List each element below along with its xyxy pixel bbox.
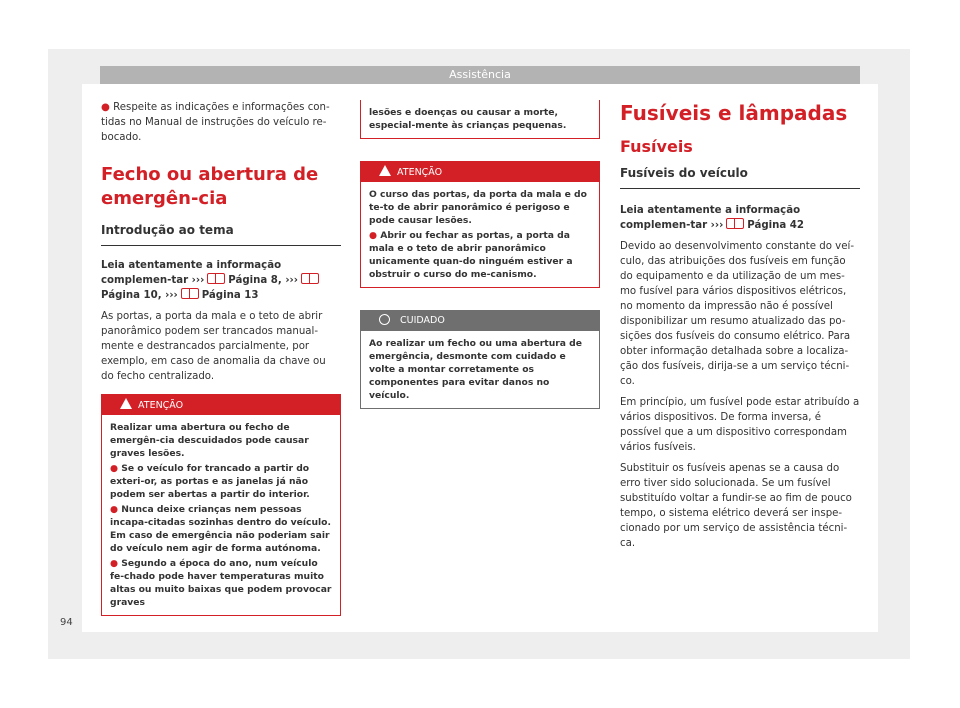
paragraph: Substituir os fusíveis apenas se a causa do erro tiver sido solucionada. Se um fusível substituído voltar a fundir-se ao fim de pouco tempo, o sistema elétrico deverá ser inspe-cionado por um serviço de assistência técni-ca.: [620, 463, 852, 549]
warning-box-continued: lesões e doenças ou causar a morte, especial-mente às crianças pequenas.: [360, 100, 600, 139]
warning-box: [360, 161, 600, 288]
book-icon[interactable]: [181, 288, 199, 299]
warning-icon: [379, 165, 391, 176]
body-text: As portas, a porta da mala e o teto de abrir panorâmico podem ser trancados manual-mente e destrancados parcialmente, por exemplo, em caso de anomalia da chave ou do fecho centralizado.: [101, 311, 326, 382]
warning-header: ATENÇÃO: [361, 162, 599, 182]
chevron-ref-icon: ›››: [191, 275, 205, 286]
caution-box: [360, 310, 600, 409]
warning-box: [101, 394, 341, 616]
bullet-icon: ●: [101, 102, 110, 113]
paragraph: Devido ao desenvolvimento constante do veí-culo, das atribuições dos fusíveis em função do equipamento e da utilização de um mes-mo fusível para vários dispositivos elétricos, no momento da impressão não é possível disponibilizar um resumo atualizado das po-sições dos fusíveis do consumo elétrico. Para obter informação detalhada sobre a localiza-ção dos fusíveis, dirija-se a um serviço técni-co.: [620, 241, 854, 387]
ref-link-1[interactable]: Página 42: [747, 220, 804, 231]
column-2: [360, 100, 600, 409]
ref-link-3[interactable]: Página 13: [201, 290, 259, 301]
warning-icon: [120, 398, 132, 409]
subsection-title: Introdução ao tema: [101, 221, 341, 246]
warning-body: O curso das portas, da porta da mala e do te-to de abrir panorâmico é perigoso e pode causar lesões. ● Abrir ou fechar as portas, a porta da mala e o teto de abrir panorâmico unicamente quan-do ninguém estiver a obstruir o curso do me-canismo.: [361, 182, 599, 287]
section-title: Fecho ou abertura de emergên-cia: [101, 164, 319, 209]
book-icon[interactable]: [207, 273, 225, 284]
warning-header: ATENÇÃO: [102, 395, 340, 415]
ref-link-2[interactable]: Página 10,: [101, 290, 162, 301]
header-bar: Assistência: [100, 66, 860, 84]
section-title: Fusíveis: [620, 137, 693, 156]
warning-body: Realizar uma abertura ou fecho de emergên-cia descuidados pode causar graves lesões. ● Se o veículo for trancado a partir do exteri-or, as portas e as janelas já não podem ser abertas a partir do interior. ● Nunca deixe crianças nem pessoas incapa-citadas sozinhas dentro do veículo. Em caso de emergência não poderiam sair do veículo nem agir de forma autónoma. ● Segundo a época do ano, num veículo fe-chado pode haver temperaturas muito altas ou muito baixas que podem provocar graves: [110, 422, 332, 608]
list-item: ● Abrir ou fechar as portas, a porta da mala e o teto de abrir panorâmico unicamente quan-do ninguém estiver a obstruir o curso do me-canismo.: [369, 230, 573, 280]
page-number: 94: [60, 617, 73, 628]
intro-bullet: ● Respeite as indicações e informações con-tidas no Manual de instruções do veículo re-bocado.: [101, 102, 330, 143]
ref-link-1[interactable]: Página 8,: [228, 275, 282, 286]
caution-icon: [379, 314, 390, 325]
chapter-title: Fusíveis e lâmpadas: [620, 101, 848, 125]
list-item: ● Se o veículo for trancado a partir do exteri-or, as portas e as janelas já não podem ser abertas a partir do interior.: [110, 463, 310, 500]
read-reference: Leia atentamente a informação complemen-tar ››› Página 8, ›››Página 10, ››› Página 13: [101, 258, 341, 303]
column-1: [101, 100, 341, 616]
read-reference: Leia atentamente a informação complemen-tar ››› Página 42: [620, 205, 804, 231]
caution-body: Ao realizar um fecho ou uma abertura de emergência, desmonte com cuidado e volte a montar corretamente os componentes para evitar danos no veículo.: [369, 338, 582, 401]
book-icon[interactable]: [726, 218, 744, 229]
list-item: ● Nunca deixe crianças nem pessoas incapa-citadas sozinhas dentro do veículo. Em caso de emergência não poderiam sair do veículo nem agir de forma autónoma.: [110, 504, 331, 554]
subsection-title: Fusíveis do veículo: [620, 164, 860, 189]
list-item: ● Segundo a época do ano, num veículo fe-chado pode haver temperaturas muito altas ou muito baixas que podem provocar graves: [110, 558, 332, 608]
chevron-ref-icon: ›››: [285, 275, 298, 286]
book-icon[interactable]: [301, 273, 319, 284]
paragraph: Em princípio, um fusível pode estar atribuído a vários dispositivos. De forma inversa, é possível que a um dispositivo correspondam vários fusíveis.: [620, 397, 860, 453]
chevron-ref-icon: ›››: [710, 220, 724, 231]
caution-header: CUIDADO: [361, 311, 599, 331]
chevron-ref-icon: ›››: [165, 290, 178, 301]
column-3: [620, 100, 860, 557]
